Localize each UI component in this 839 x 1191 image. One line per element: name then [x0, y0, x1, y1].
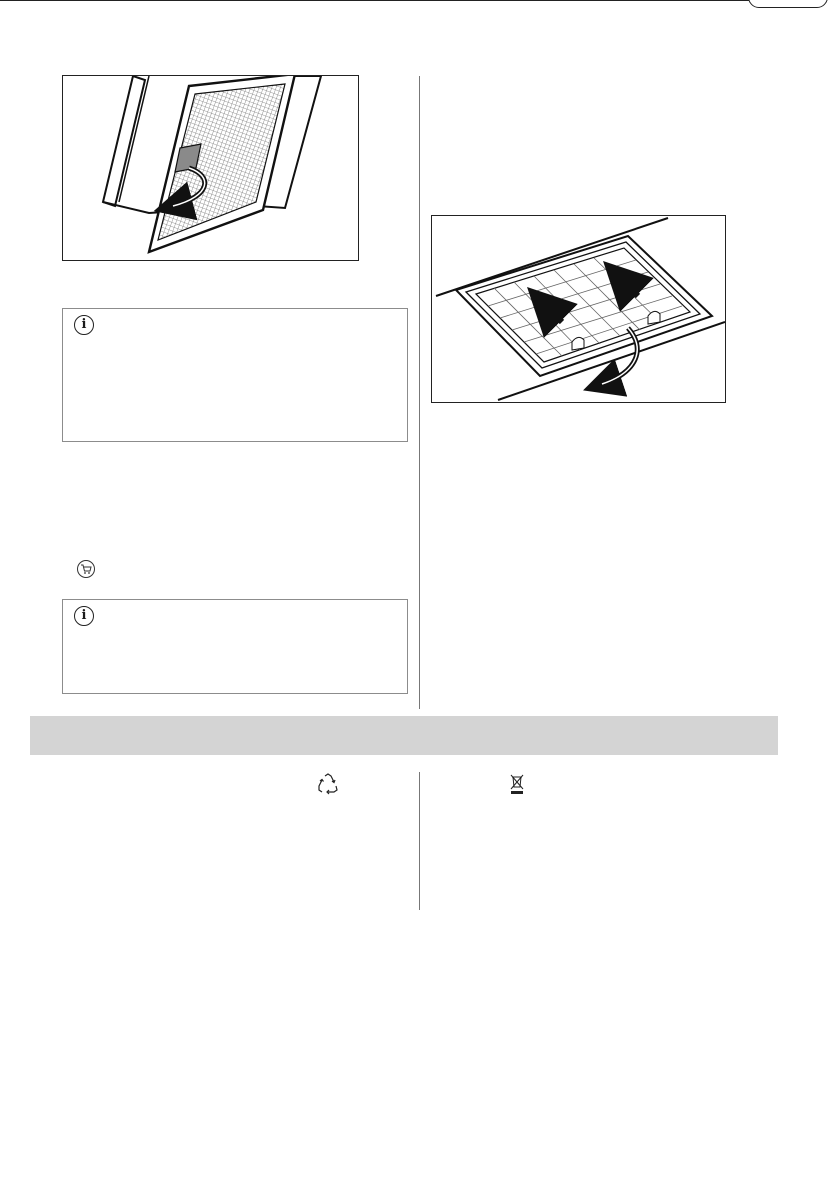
- figure-filter-removal: [62, 75, 359, 261]
- crossed-out-wheelie-bin-icon: [510, 773, 524, 795]
- header-rule: [0, 0, 839, 6]
- info-icon: i: [74, 606, 94, 626]
- section-header-band: [30, 716, 778, 755]
- info-note-2: [62, 599, 408, 694]
- column-divider-upper: [419, 76, 420, 709]
- filter-insertion-illustration: [432, 216, 725, 402]
- figure-filter-insertion: [431, 215, 726, 403]
- column-divider-lower: [419, 772, 420, 910]
- info-icon: i: [74, 315, 94, 335]
- shopping-cart-icon: [77, 560, 95, 578]
- recycle-icon: [316, 773, 340, 795]
- page-tab: [748, 0, 828, 8]
- info-note-1: [62, 308, 408, 442]
- filter-removal-illustration: [63, 76, 358, 260]
